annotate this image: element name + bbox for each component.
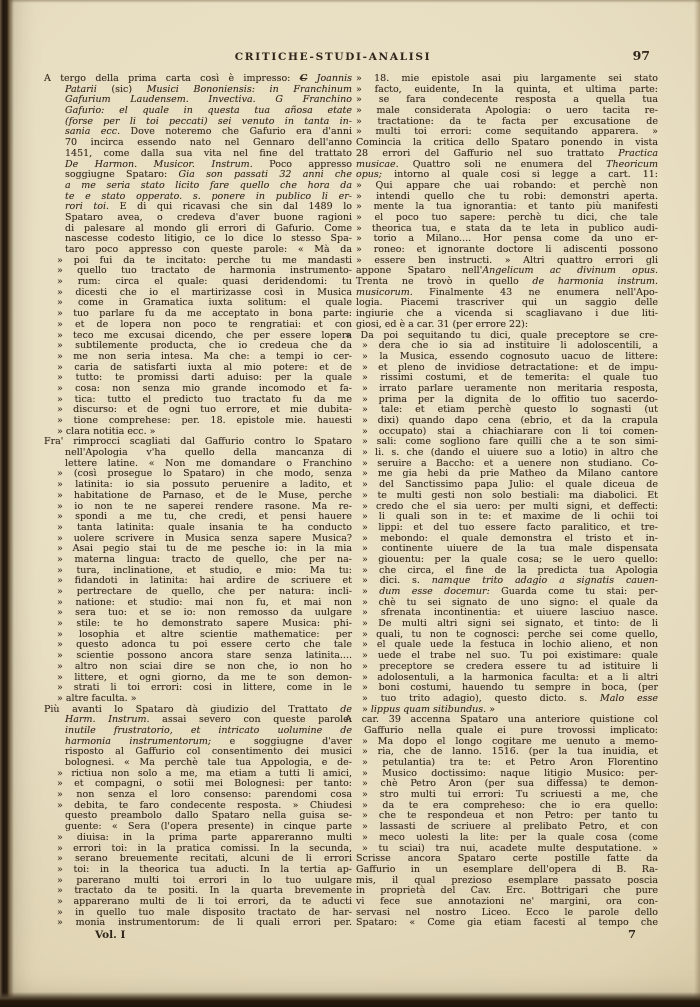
text-line: » fidandoti in latinita: hai ardire de scriuere et (57, 575, 352, 587)
text-line: » credo che el sia uero: per multi signi, et deffecti: (362, 500, 658, 512)
text-line: » meco uolesti la lite: per la quale cosa (come (362, 831, 658, 843)
text-line: » Asai pegio stai tu de me pesche io: in la mia (57, 543, 352, 555)
text-line: risposto al Gaffurio col consentimento dei musici (65, 746, 352, 758)
text-line: di palesare al mondo gli errori di Gafurio. Come (65, 222, 352, 234)
text-line: » intendi quello che tu robi: demonstri aperta. (356, 190, 658, 202)
paper-edge-right (694, 0, 700, 1007)
text-line: » Qui appare che uai robando: et perchè non (356, 179, 658, 191)
text-line: » chè tu sei signato de uno signo: el quale da (362, 596, 658, 608)
text-line: » pertrectare de quello, che per natura: incli- (57, 586, 352, 597)
text-line: » habitatione de Parnaso, et de le Muse, perche (57, 489, 352, 501)
text-line: » materna lingua: tracto de quello, che per na- (57, 553, 352, 565)
text-line: ingiurie che a vicenda si scagliavano i due liti- (356, 308, 658, 320)
running-header-title: CRITICHE-STUDI-ANALISI (234, 51, 432, 63)
text-line: » continente uiuere de la tua male dispensata (362, 543, 658, 555)
text-line: » caria de satisfarti iuxta al mio potere: et de (57, 361, 352, 373)
text-line: Più avanti lo Spataro dà giudizio del Trattato de (44, 703, 352, 715)
text-line: » discurso: et de ogni tuo errore, et mie dubita- (57, 404, 352, 416)
text-line: in proprietà del Cav. Erc. Bottrigari che pure (356, 885, 658, 897)
capitulum-mark-icon: C (299, 73, 308, 84)
text-line: » stro multi tui errori: Tu scriuesti a me, che (362, 789, 658, 801)
text-line: rori toi. E di qui ricavasi che sin dal 1489 lo (65, 201, 352, 213)
text-line: » giouentu: per la quale cosa; se le uero quello: (362, 553, 658, 565)
text-line: » boni costumi, hauendo tu sempre in boca, (per (362, 682, 658, 694)
text-line: Trenta ne trovò in quello de harmonia instrum. (356, 276, 658, 288)
text-line: » che te respondeua et non Petro: per tanto tu (362, 810, 658, 822)
text-line: appone Spataro nell'Angelicum ac divinum opus. (356, 265, 658, 277)
text-line: Comincia la critica dello Spataro ponendo in vista (356, 137, 658, 149)
text-line: vi fece sue annotazioni ne' margini, ora con- (356, 895, 658, 907)
paper-edge-left (0, 0, 14, 1007)
text-line: » errori toi: in la pratica comissi. In la secunda, (57, 842, 352, 854)
text-line: » dicesti che io el martirizasse così in Musica (57, 286, 352, 298)
text-line: » strati li toi errori: cosi in littere, come in le (57, 682, 352, 694)
text-line: Fra' rimprocci scagliati dal Gaffurio contro lo Spataro (44, 436, 352, 448)
text-line: » mente la tua ignorantia: et tanto più manifesti (356, 201, 658, 213)
text-line: » roneo: et ignorante doctore li adiscenti possono (356, 244, 658, 255)
text-line: » poi fui da te incitato: perche tu me mandasti (57, 254, 352, 266)
text-line: taro poco appresso con queste parole: « Mà da (65, 244, 352, 255)
text-line: 28 errori del Gaffurio nel suo trattato Practica (356, 147, 658, 159)
text-line: » la Musica, essendo cognosuto uacuo de littere: (362, 350, 658, 362)
text-line: » altre faculta. » (57, 692, 137, 704)
text-line: » natione: et studio: mai non fu, et mai non (57, 596, 352, 608)
text-line: » tura, inclinatione, et studio, e mio: Ma tu: (57, 564, 352, 576)
text-line: » subtilemente producta, che io credeua che da (57, 340, 352, 352)
text-line: » stile: te ho demonstrato sapere Musica: phi- (57, 618, 352, 630)
text-line: » tione comprehese: per. 18. epistole mie. hauesti (57, 415, 352, 426)
text-line: » dixi) quando dapo cena (ebrio, et da la crapula (362, 415, 658, 426)
text-line: » tractato da te positi. In la quarta brevemente (57, 885, 352, 897)
text-line: » se fara condecente resposta a quella tua (356, 94, 658, 106)
text-line: » rictiua non solo a me, ma etiam a tutti li amici, (57, 767, 352, 779)
text-line: » facto, euidente, In la quinta, et ultima parte: (356, 83, 658, 95)
text-line: » questo adonca tu poi essere certo che tale (57, 639, 352, 651)
text-line: » De multi altri signi sei signato, et tinto: de li (362, 618, 658, 630)
footer-signature-number: 7 (627, 927, 636, 941)
text-line: » quali, tu non te cognosci: perche sei come quello, (362, 628, 658, 640)
text-line: 1451, come dalla sua vita nel fine del trattato (65, 147, 352, 159)
text-column-right (345, 74, 658, 929)
text-line: » rissimi costumi, et de temerita: el quale tuo (362, 372, 658, 384)
text-line: bolognesi. « Ma perchè tale tua Appologia, e de- (65, 757, 352, 768)
text-line: » uolere scrivere in Musica senza sapere Musica? (57, 532, 352, 544)
text-line: » prima per la dignita de lo offitio tuo sacerdo- (362, 393, 658, 405)
text-line: » el quale uede la festuca in lochio alieno, et non (362, 639, 658, 651)
text-line: Patarii (sic) Musici Bononiensis: in Franchinum (65, 83, 353, 95)
text-line: » quello tuo tractato de harmonia instrumento- (57, 265, 352, 277)
text-line: questo preambolo dallo Spataro nella guisa se- (65, 810, 352, 822)
text-line: » da te era compreheso: che io era quello: (362, 799, 658, 811)
text-line: » et pleno de invidiose detractatione: et de impu- (362, 361, 658, 373)
text-line: a me seria stato licito fare quello che hora da (65, 179, 352, 191)
text-line: » adolosentuli, a la harmonica faculta: et a li altri (362, 671, 658, 683)
text-line: » io non te ne saperei rendere rasone. Ma re- (57, 500, 352, 512)
text-line: » ria, che de lanno. 1516. (per la tua inuidia, et (362, 746, 658, 758)
text-line: » Da poi sequitando tu dici, quale preceptore se cre- (345, 329, 658, 341)
paper-edge-top (0, 0, 700, 3)
text-line: » spondi a me tu, che credi, et pensi hauere (57, 511, 352, 523)
text-line: sania ecc. Dove noteremo che Gafurio era d'anni (65, 126, 352, 138)
text-line: » parerano multi toi errori in lo tuo uulgare (57, 874, 352, 886)
text-line: » sali: come sogliono fare quilli che a te son simi- (362, 436, 658, 448)
text-line: » toi: in la theorica tua aducti. In la tertia ap- (57, 863, 352, 875)
text-line: » lassasti de scriuere al prelibato Petro, et con (362, 821, 658, 833)
text-line: » Ma dopo el longo cogitare me uenuto a memo- (362, 735, 658, 747)
text-line: » mebondo: el quale demonstra el tristo et in- (362, 532, 658, 544)
text-line: » chè Petro Aron (per sua diffessa) te demon- (362, 778, 658, 790)
text-line: Scrisse ancora Spataro certe postille fatte da (356, 853, 658, 865)
text-line: » irrato parlare ueramente non meritaria resposta, (362, 382, 658, 394)
text-line: » te multi gesti non solo bestiali: ma diabolici. Et (362, 489, 658, 501)
text-line: soggiugne Spataro: Gia son passati 32 anni che (65, 169, 352, 181)
text-column-left (44, 74, 352, 929)
text-line: musicae. Quattro soli ne enumera del Theoricum (356, 158, 658, 170)
text-line: » diuisa: in la prima parte appareranno multi (57, 831, 352, 843)
text-line: » tica: tutto el predicto tuo tractato fu da me (57, 393, 352, 405)
text-line: » el poco tuo sapere: perchè tu dici, che tale (356, 211, 658, 223)
text-line: » del Sanctissimo papa Julio: el quale diceua de (362, 479, 658, 491)
text-line: » seruire a Baccho: et a uenere non studiano. Co- (362, 457, 658, 469)
text-line: » come in Gramatica iuxta solitum: el quale (57, 297, 352, 309)
paper-edge-bottom (0, 992, 700, 1007)
text-line: » me gia hebi da prie Matheo da Milano cantore (362, 468, 658, 480)
text-line: » dum esse docemur: Guarda come tu stai: per- (362, 586, 658, 597)
text-line: » uede el trabe nel suo. Tu poi existimare: quale (362, 650, 658, 662)
text-line: » multi toi errori: come sequitando apparera. » (356, 126, 658, 138)
text-line: » lippi: et del tuo essere facto paralitico, et tre- (362, 521, 658, 533)
text-line: » li. s. che (dando el uiuere suo a lotio) in altro che (362, 447, 658, 459)
text-line: » che circa, el fine de la predicta tua Apologia (362, 564, 658, 576)
text-line: » et compagni, o sotii mei Bolognesi: per tanto: (57, 778, 352, 790)
text-line: Gaffurio nella quale ei pure trovossi implicato: (364, 724, 658, 736)
text-line: » altro non sciai dire se non che, io non ho (57, 660, 352, 672)
text-line: Gafurio: el quale in questa tua añosa etate (65, 105, 352, 117)
text-line: (forse per li toi peccati) sei venuto in tanta in- (65, 115, 352, 127)
text-line: Spataro avea, o credeva d'aver buone ragioni (65, 211, 352, 223)
text-line: inutile frustratorio, et intricato uolumine de (65, 724, 352, 736)
text-line: » occupato) stai a chiachiarare con li toi comen- (362, 425, 658, 437)
text-line: » serano breuemente recitati, alcuni de li errori (57, 853, 352, 865)
text-line: harmonia instrumentorum; e soggiugne d'aver (65, 735, 352, 747)
text-line: » (così prosegue lo Spataro) in che modo, senza (57, 468, 352, 480)
footer-volume-label: Vol. I (95, 929, 126, 941)
text-line: » apparerano multi de li toi errori, da te aducti (57, 895, 352, 907)
text-line: Harm. Instrum. assai severo con queste parole: (65, 714, 353, 726)
text-line: A tergo della prima carta così è impresso: C Joannis (44, 73, 352, 84)
text-line: » tutto: te promissi darti aduiso: per la quale (57, 372, 352, 384)
text-line: logia. Piacemi trascriver qui un saggio delle (356, 297, 658, 309)
text-line: » debita, te faro condecente resposta. » Chiudesi (57, 799, 352, 811)
text-line: » Musico doctissimo: naque litigio Musico: per- (362, 767, 658, 779)
text-line: » tractatione: da te facta per excusatione de (356, 115, 658, 127)
text-line: » teco me excusai dicendo, che per essere lopera (57, 329, 352, 341)
text-line: » sera tuo: et se io: non remosso da uulgare (57, 607, 352, 619)
text-line: » losophia et altre scientie mathematice: per (57, 628, 352, 640)
text-line: » lippus quam sitibundus. » (362, 703, 496, 715)
text-line: » essere ben instructi. » Altri quattro errori gli (356, 254, 658, 266)
text-line: » et de lopera non poco te rengratiai: et con (57, 318, 352, 330)
text-line: Gaffurio in un esemplare dell'opera di B. Ra- (356, 863, 658, 875)
text-line: » scientie possono ancora stare senza latinita.... (57, 650, 352, 662)
text-line: De Harmon. Musicor. Instrum. Poco appresso (65, 158, 352, 170)
text-line: » tanta latinita: quale insania te ha conducto (57, 521, 352, 533)
header-page-number: 97 (632, 48, 650, 63)
text-line: » rum: circa el quale: quasi deridendomi: tu (57, 276, 352, 288)
text-line: » li quali son in te: et maxime de li ochii toi (362, 511, 658, 523)
text-line: » petulantia) tra te: et Petro Aron Florentino (362, 757, 658, 768)
text-line: » clara notitia ecc. » (57, 425, 156, 437)
text-line: » male considerata Apologia: o uero tacita re- (356, 105, 658, 117)
text-line: giosi, ed è a car. 31 (per errore 22): (356, 318, 529, 330)
text-line: guente: « Sera (l'opera presente) in cinque parte (65, 821, 352, 833)
text-line: » monia instrumentorum: de li quali errori per. (57, 917, 352, 929)
text-line: » torio a Milano.... Hor pensa come da uno er- (356, 233, 658, 245)
text-line: » dici. s. namque trito adagio a signatis cauen- (362, 575, 658, 587)
text-line: » theorica tua, e stata da te leta in publico audi- (356, 222, 658, 234)
text-line: » tuo parlare fu da me acceptato in bona parte: (57, 308, 352, 320)
text-line: » me non seria intesa. Ma che: a tempi io cer- (57, 350, 352, 362)
text-line: » cosa: non senza mio grande incomodo et fa- (57, 382, 352, 394)
text-line: » latinita: io sia possuto peruenire a ladito, et (57, 479, 352, 491)
text-line: » tu sciai) tra nui, acadete multe desputatione. » (362, 842, 658, 854)
text-line: Spataro: « Come gia etiam facesti al tempo che (356, 917, 658, 929)
text-line: » littere, et ogni giorno, da me te son demon- (57, 671, 352, 683)
text-line: servasi nel nostro Liceo. Ecco le parole dello (356, 906, 658, 918)
text-line: » sfrenata incontinentia: et uiuere lasciuo nasce. (362, 607, 658, 619)
text-line: » preceptore se credera essere tu ad istituire li (362, 660, 658, 672)
text-line: » tale: et etiam perchè questo lo sognasti (ut (362, 404, 658, 416)
text-line: » tuo trito adagio), questo dicto. s. Malo esse (362, 692, 658, 704)
text-line: » 18. mie epistole asai piu largamente sei stato (356, 73, 658, 84)
text-line: » in quello tuo male disposito tractato de har- (57, 906, 352, 918)
text-line: mis, il qual prezioso esemplare passato poscia (356, 874, 658, 886)
text-line: musicorum. Finalmente 43 ne enumera nell'Apo- (356, 286, 658, 298)
text-line: » dera che io sia ad instituire li adoloscentili, a (362, 340, 658, 352)
text-line: » non senza el loro consenso: parendomi cosa (57, 789, 352, 801)
text-line: opus; intorno al quale cosi si legge a cart. 11: (356, 169, 658, 181)
text-line: A car. 39 accenna Spataro una anteriore quistione col (345, 714, 658, 726)
text-line: nascesse codesto litigio, ce lo dice lo stesso Spa- (65, 233, 352, 245)
text-line: Gafurium Laudensem. Invectiva. G Franchino (65, 94, 352, 106)
text-line: 70 incirca essendo nato nel Gennaro dell'anno (65, 137, 352, 149)
text-line: te e stato opperato. s. ponere in publico li er- (65, 190, 352, 202)
text-line: nell'Apologia v'ha quello della mancanza di (65, 447, 352, 459)
text-line: lettere latine. « Non me domandare o Franchino (65, 457, 352, 469)
